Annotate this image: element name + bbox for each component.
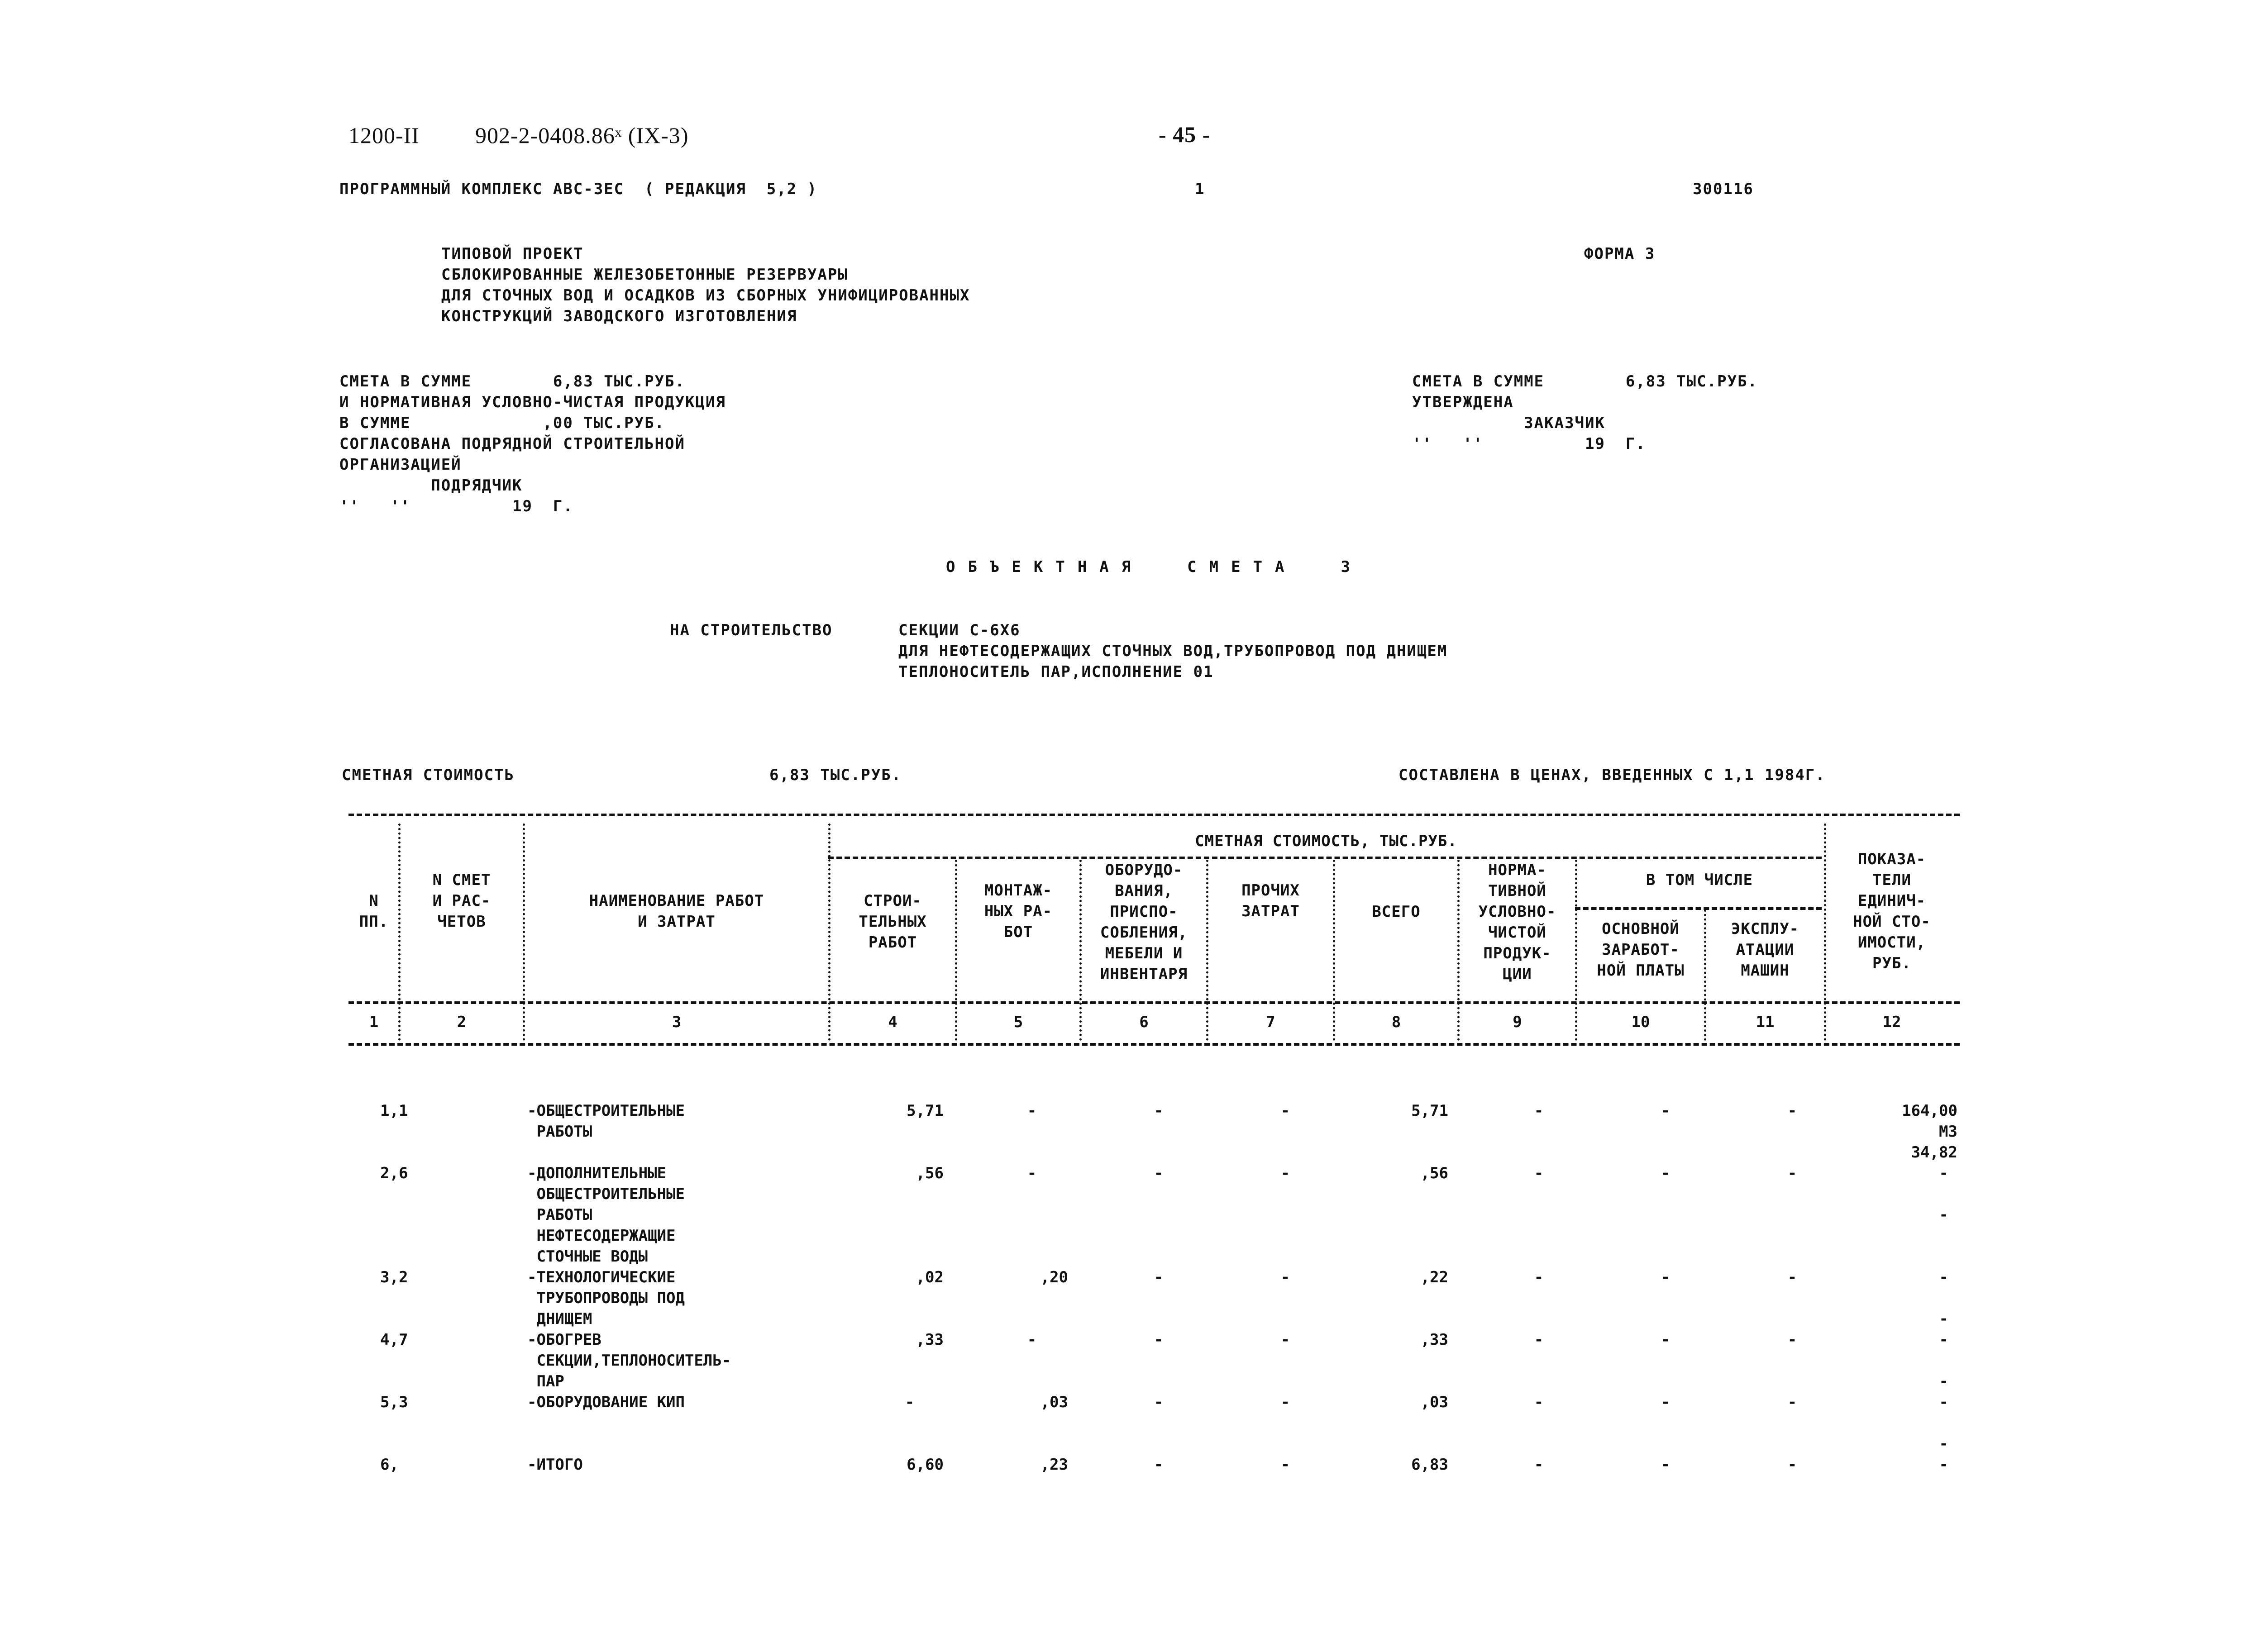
right-block-line-2: УТВЕРЖДЕНА: [1412, 393, 1514, 411]
left-block-line-6: ПОДРЯДЧИК: [339, 476, 523, 495]
row-construction: 6,60: [907, 1456, 944, 1474]
header-other: ПРОЧИХ ЗАТРАТ: [1241, 881, 1300, 920]
right-block-line-4: '' '' 19 Г.: [1412, 435, 1646, 453]
col-number: 10: [1631, 1013, 1650, 1031]
row-installation: ,20: [1040, 1268, 1068, 1286]
header-wages: ОСНОВНОЙ ЗАРАБОТ- НОЙ ПЛАТЫ: [1597, 920, 1685, 980]
row-wages: -: [1661, 1268, 1670, 1286]
col-number: 12: [1882, 1013, 1901, 1031]
row-unit-cost: - -: [1939, 1331, 1948, 1390]
row-other: -: [1280, 1268, 1290, 1286]
row-work-name: -ТЕХНОЛОГИЧЕСКИЕ ТРУБОПРОВОДЫ ПОД ДНИЩЕМ: [527, 1268, 685, 1328]
header-normative: НОРМА- ТИВНОЙ УСЛОВНО- ЧИСТОЙ ПРОДУК- ЦИИ: [1478, 861, 1556, 983]
subgroup-header: В ТОМ ЧИСЛЕ: [1646, 871, 1753, 889]
row-number: 1,1: [380, 1102, 408, 1120]
row-machines: -: [1787, 1268, 1797, 1286]
project-line-2: СБЛОКИРОВАННЫЕ ЖЕЛЕЗОБЕТОННЫЕ РЕЗЕРВУАРЫ: [441, 266, 848, 284]
row-equipment: -: [1154, 1393, 1164, 1411]
row-normative: -: [1534, 1456, 1544, 1474]
row-normative: -: [1534, 1268, 1544, 1286]
form-label: ФОРМА 3: [1584, 245, 1656, 263]
col-number: 8: [1391, 1013, 1401, 1031]
col-divider-2: [523, 824, 525, 1041]
header-row-number: N ПП.: [359, 892, 389, 931]
row-other: -: [1280, 1331, 1290, 1349]
row-number: 6,: [380, 1456, 399, 1474]
header-equipment: ОБОРУДО- ВАНИЯ, ПРИСПО- СОБЛЕНИЯ, МЕБЕЛИ И ИНВЕНТАРЯ: [1100, 861, 1188, 983]
row-machines: -: [1787, 1164, 1797, 1182]
row-machines: -: [1787, 1456, 1797, 1474]
row-work-name: -ИТОГО: [527, 1456, 583, 1474]
col-divider-1: [398, 824, 401, 1041]
col-numbers-bottom-line: [348, 1043, 1960, 1046]
row-installation: ,03: [1040, 1393, 1068, 1411]
row-normative: -: [1534, 1393, 1544, 1411]
row-construction: ,33: [916, 1331, 944, 1349]
summary-value: 6,83 ТЫС.РУБ.: [769, 766, 902, 784]
row-installation: -: [1027, 1164, 1037, 1182]
construction-line-1: СЕКЦИИ С-6Х6: [898, 621, 1021, 639]
row-equipment: -: [1154, 1456, 1164, 1474]
header-unit-cost: ПОКАЗА- ТЕЛИ ЕДИНИЧ- НОЙ СТО- ИМОСТИ, РУБ.: [1853, 850, 1931, 972]
header-installation: МОНТАЖ- НЫХ РА- БОТ: [984, 881, 1053, 941]
row-other: -: [1280, 1164, 1290, 1182]
row-wages: -: [1661, 1456, 1670, 1474]
col-number: 7: [1266, 1013, 1275, 1031]
group-header-line: [828, 857, 1822, 859]
construction-line-2: ДЛЯ НЕФТЕСОДЕРЖАЩИХ СТОЧНЫХ ВОД,ТРУБОПРОВОД ПОД ДНИЩЕМ: [898, 642, 1448, 660]
row-total: ,22: [1420, 1268, 1448, 1286]
row-wages: -: [1661, 1331, 1670, 1349]
row-other: -: [1280, 1393, 1290, 1411]
row-unit-cost: - -: [1939, 1393, 1948, 1453]
row-machines: -: [1787, 1102, 1797, 1120]
row-work-name: -ОБЩЕСТРОИТЕЛЬНЫЕ РАБОТЫ: [527, 1102, 685, 1141]
row-total: ,33: [1420, 1331, 1448, 1349]
row-unit-cost: - -: [1939, 1164, 1948, 1224]
row-number: 2,6: [380, 1164, 408, 1182]
row-equipment: -: [1154, 1102, 1164, 1120]
row-work-name: -ОБОГРЕВ СЕКЦИИ,ТЕПЛОНОСИТЕЛЬ- ПАР: [527, 1331, 731, 1390]
row-equipment: -: [1154, 1331, 1164, 1349]
program-code: 300116: [1693, 180, 1754, 198]
row-construction: ,56: [916, 1164, 944, 1182]
row-total: ,56: [1420, 1164, 1448, 1182]
row-total: 6,83: [1411, 1456, 1448, 1474]
row-installation: -: [1027, 1331, 1037, 1349]
sheet-number: 1: [1195, 180, 1205, 198]
left-block-line-3: В СУММЕ ,00 ТЫС.РУБ.: [339, 414, 665, 432]
row-unit-cost: - -: [1939, 1268, 1948, 1328]
page-number: - 45 -: [1159, 122, 1211, 147]
row-number: 5,3: [380, 1393, 408, 1411]
col-number: 11: [1756, 1013, 1775, 1031]
header-bottom-line: [348, 1001, 1960, 1004]
row-construction: ,02: [916, 1268, 944, 1286]
construction-label: НА СТРОИТЕЛЬСТВО: [670, 621, 833, 639]
group-header: СМЕТНАЯ СТОИМОСТЬ, ТЫС.РУБ.: [1195, 832, 1457, 850]
row-normative: -: [1534, 1102, 1544, 1120]
row-total: ,03: [1420, 1393, 1448, 1411]
col-number: 4: [888, 1013, 897, 1031]
row-installation: -: [1027, 1102, 1037, 1120]
project-line-3: ДЛЯ СТОЧНЫХ ВОД И ОСАДКОВ ИЗ СБОРНЫХ УНИФИЦИРОВАННЫХ: [441, 286, 970, 305]
left-block-line-1: СМЕТА В СУММЕ 6,83 ТЫС.РУБ.: [339, 372, 685, 390]
col-number: 1: [369, 1013, 379, 1031]
project-line-4: КОНСТРУКЦИЙ ЗАВОДСКОГО ИЗГОТОВЛЕНИЯ: [441, 307, 797, 325]
row-number: 3,2: [380, 1268, 408, 1286]
row-other: -: [1280, 1102, 1290, 1120]
row-equipment: -: [1154, 1268, 1164, 1286]
document-code: 902-2-0408.86ˣ (IX-3): [475, 123, 689, 148]
row-number: 4,7: [380, 1331, 408, 1349]
table-top-line: [348, 814, 1960, 816]
estimate-title: ОБЪЕКТНАЯ СМЕТА 3: [946, 558, 1363, 576]
row-equipment: -: [1154, 1164, 1164, 1182]
row-work-name: -ДОПОЛНИТЕЛЬНЫЕ ОБЩЕСТРОИТЕЛЬНЫЕ РАБОТЫ НЕФТЕСОДЕРЖАЩИЕ СТОЧНЫЕ ВОДЫ: [527, 1164, 685, 1266]
header-machines: ЭКСПЛУ- АТАЦИИ МАШИН: [1731, 920, 1799, 980]
summary-label: СМЕТНАЯ СТОИМОСТЬ: [342, 766, 515, 784]
construction-line-3: ТЕПЛОНОСИТЕЛЬ ПАР,ИСПОЛНЕНИЕ 01: [898, 663, 1214, 681]
right-block-line-3: ЗАКАЗЧИК: [1412, 414, 1605, 432]
header-work-name: НАИМЕНОВАНИЕ РАБОТ И ЗАТРАТ: [589, 892, 764, 931]
row-wages: -: [1661, 1164, 1670, 1182]
project-line-1: ТИПОВОЙ ПРОЕКТ: [441, 245, 584, 263]
program-line: ПРОГРАММНЫЙ КОМПЛЕКС АВС-ЗЕС ( РЕДАКЦИЯ 5,2 ): [339, 180, 818, 198]
row-unit-cost: 164,00 М3 34,82: [1902, 1102, 1957, 1162]
summary-prices: СОСТАВЛЕНА В ЦЕНАХ, ВВЕДЕННЫХ С 1,1 1984Г.: [1398, 766, 1826, 784]
row-normative: -: [1534, 1164, 1544, 1182]
header-total: ВСЕГО: [1372, 903, 1421, 921]
row-wages: -: [1661, 1393, 1670, 1411]
left-block-line-5: ОРГАНИЗАЦИЕЙ: [339, 456, 462, 474]
subgroup-header-line: [1575, 907, 1822, 910]
header-construction: СТРОИ- ТЕЛЬНЫХ РАБОТ: [859, 892, 927, 952]
col-number: 5: [1013, 1013, 1023, 1031]
code-left: 1200-II: [348, 123, 420, 148]
left-block-line-4: СОГЛАСОВАНА ПОДРЯДНОЙ СТРОИТЕЛЬНОЙ: [339, 435, 685, 453]
row-construction: 5,71: [907, 1102, 944, 1120]
row-work-name: -ОБОРУДОВАНИЕ КИП: [527, 1393, 685, 1411]
header-estimate-number: N СМЕТ И РАС- ЧЕТОВ: [432, 871, 491, 931]
col-number: 2: [457, 1013, 467, 1031]
row-machines: -: [1787, 1393, 1797, 1411]
row-installation: ,23: [1040, 1456, 1068, 1474]
row-wages: -: [1661, 1102, 1670, 1120]
row-normative: -: [1534, 1331, 1544, 1349]
row-construction: -: [905, 1393, 915, 1411]
left-block-line-2: И НОРМАТИВНАЯ УСЛОВНО-ЧИСТАЯ ПРОДУКЦИЯ: [339, 393, 726, 411]
right-block-line-1: СМЕТА В СУММЕ 6,83 ТЫС.РУБ.: [1412, 372, 1758, 390]
row-total: 5,71: [1411, 1102, 1448, 1120]
row-other: -: [1280, 1456, 1290, 1474]
col-number: 6: [1139, 1013, 1149, 1031]
row-unit-cost: -: [1939, 1456, 1948, 1474]
col-number: 9: [1513, 1013, 1522, 1031]
row-machines: -: [1787, 1331, 1797, 1349]
left-block-line-7: '' '' 19 Г.: [339, 497, 573, 515]
col-number: 3: [672, 1013, 682, 1031]
